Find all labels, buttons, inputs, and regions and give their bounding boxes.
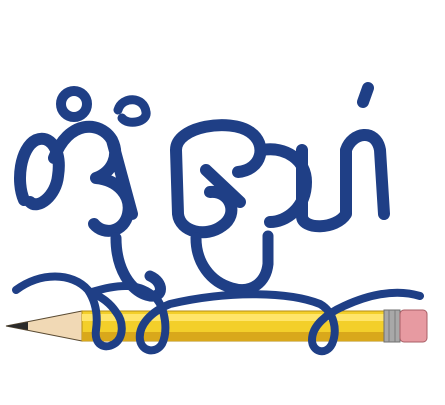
pencil-icon xyxy=(6,310,427,342)
diacritic-ring xyxy=(61,91,87,117)
pencil-body-shade xyxy=(82,332,384,341)
subscript-middle xyxy=(196,236,268,290)
glyph-left xyxy=(20,127,132,231)
diacritic-hook xyxy=(118,100,146,123)
pencil-eraser xyxy=(400,310,427,342)
pencil-ferrule xyxy=(384,310,400,342)
diacritic-stroke-right xyxy=(363,88,368,102)
pencil-body-highlight xyxy=(82,314,384,321)
glyph-middle xyxy=(176,125,306,232)
pencil-lead xyxy=(6,322,28,330)
glyph-right xyxy=(302,135,384,226)
